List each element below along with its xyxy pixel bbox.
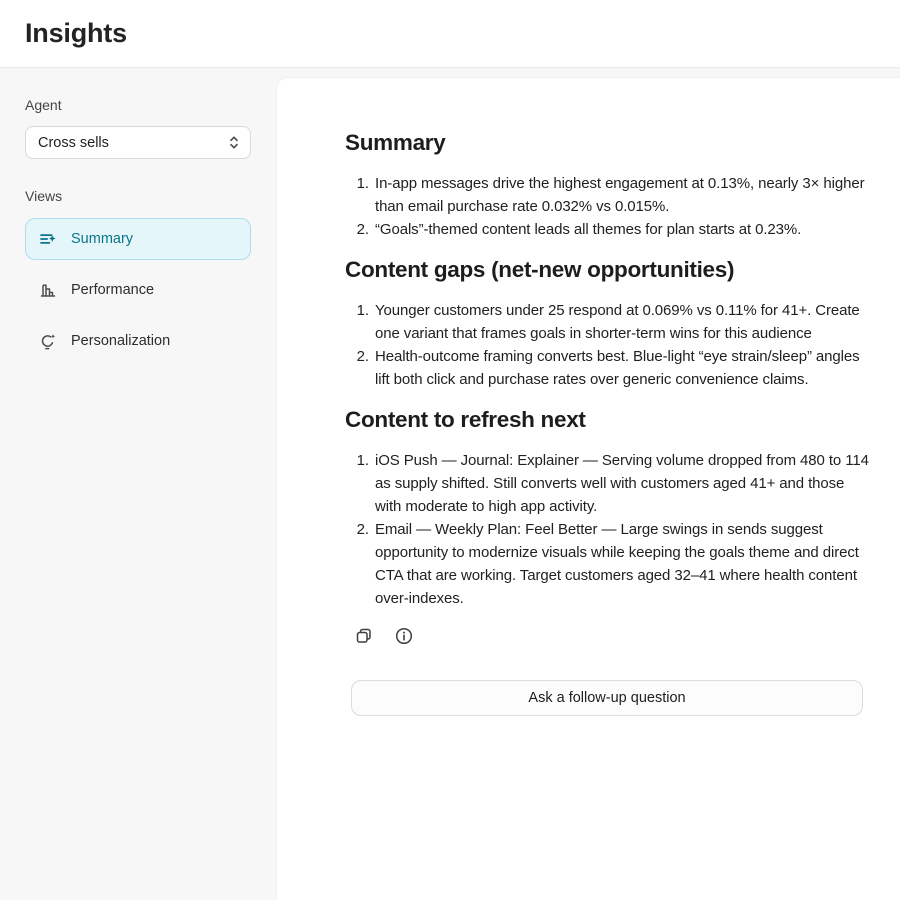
list-item: 2. “Goals”-themed content leads all themes for plan starts at 0.23%. bbox=[373, 218, 869, 241]
list-item: 1. iOS Push — Journal: Explainer — Serving volume dropped from 480 to 114 as supply shifted. Still converts well with customers aged 41+ and those with moderate to high app activity. bbox=[373, 449, 869, 518]
agent-select-value: Cross sells bbox=[38, 134, 109, 151]
sidebar-item-label: Performance bbox=[71, 282, 155, 298]
sidebar bbox=[0, 68, 276, 900]
app-header bbox=[0, 0, 900, 68]
agent-select[interactable] bbox=[25, 126, 251, 159]
workspace bbox=[0, 68, 900, 900]
copy-icon[interactable] bbox=[355, 627, 373, 645]
views-nav bbox=[25, 218, 251, 362]
page-title: Insights bbox=[25, 18, 127, 48]
sidebar-item-summary[interactable] bbox=[25, 218, 251, 260]
section-heading: Content gaps (net-new opportunities) bbox=[345, 257, 735, 282]
info-icon[interactable] bbox=[395, 627, 413, 645]
bar-chart-icon bbox=[39, 282, 57, 299]
lightbulb-sparkle-icon bbox=[39, 333, 57, 350]
section-list bbox=[345, 299, 869, 391]
sidebar-item-label: Summary bbox=[71, 231, 134, 247]
response-actions bbox=[355, 626, 869, 646]
agent-label: Agent bbox=[25, 97, 62, 113]
list-item: 2. Email — Weekly Plan: Feel Better — Large swings in sends suggest opportunity to modernize visuals while keeping the goals theme and direct CTA that are working. Target customers aged 32–41 where health content over-indexes. bbox=[373, 518, 869, 610]
list-item: 2. Health-outcome framing converts best. Blue-light “eye strain/sleep” angles lift both click and purchase rates over generic convenience claims. bbox=[373, 345, 869, 391]
list-item: 1. In-app messages drive the highest engagement at 0.13%, nearly 3× higher than email purchase rate 0.032% vs 0.015%. bbox=[373, 172, 869, 218]
section-content-gaps bbox=[345, 255, 869, 391]
section-list bbox=[345, 172, 869, 241]
section-content-refresh bbox=[345, 405, 869, 610]
section-list bbox=[345, 449, 869, 610]
section-summary bbox=[345, 128, 869, 241]
sidebar-item-personalization[interactable] bbox=[25, 320, 251, 362]
updown-chevron-icon bbox=[227, 134, 241, 151]
views-label: Views bbox=[25, 188, 63, 204]
section-heading: Summary bbox=[345, 130, 446, 155]
section-heading: Content to refresh next bbox=[345, 407, 586, 432]
list-item: 1. Younger customers under 25 respond at 0.069% vs 0.11% for 41+. Create one variant that frames goals in shorter-term wins for this audience bbox=[373, 299, 869, 345]
ask-follow-up-button[interactable]: Ask a follow-up question bbox=[351, 680, 863, 716]
summarize-sparkle-icon bbox=[39, 231, 57, 248]
main-content-card bbox=[276, 77, 900, 900]
insight-report bbox=[345, 128, 869, 716]
sidebar-item-performance[interactable] bbox=[25, 269, 251, 311]
sidebar-item-label: Personalization bbox=[71, 333, 171, 349]
